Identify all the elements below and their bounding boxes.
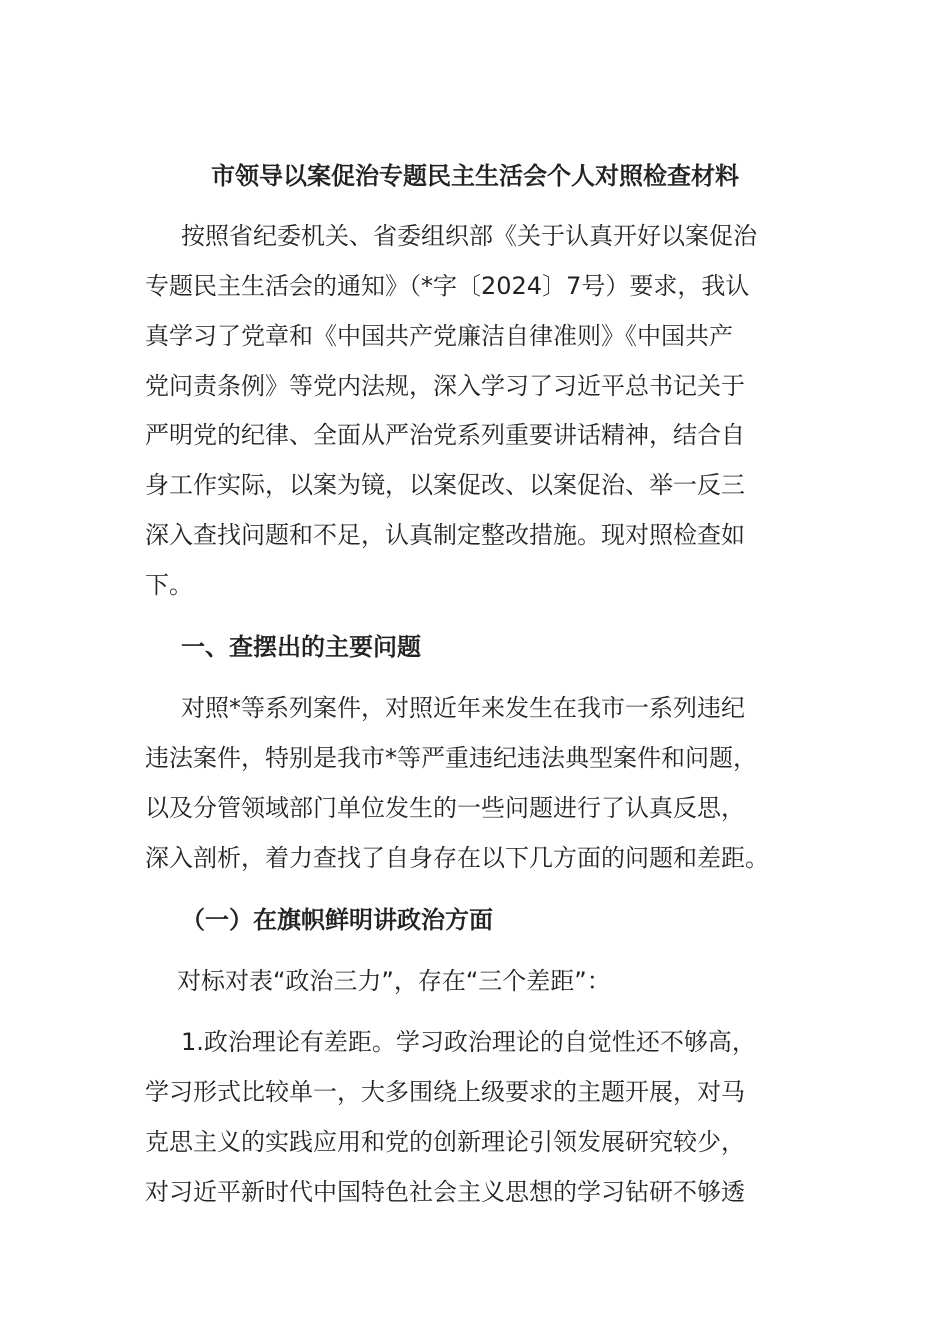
intro-line-3: 真学习了党章和《中国共产党廉洁自律准则》《中国共产 (145, 322, 733, 350)
intro-line-7: 深入查找问题和不足，认真制定整改措施。现对照检查如 (145, 521, 745, 549)
section1-line-1: 对照*等系列案件，对照近年来发生在我市一系列违纪 (181, 694, 745, 722)
intro-line-2: 专题民主生活会的通知》（*字〔2024〕7号）要求，我认 (145, 272, 750, 300)
intro-line-6: 身工作实际，以案为镜，以案促改、以案促治、举一反三 (145, 471, 745, 499)
section-heading-main-problems: 一、查摆出的主要问题 (181, 633, 421, 661)
section1-line-4: 深入剖析，着力查找了自身存在以下几方面的问题和差距。 (145, 844, 769, 872)
document-title: 市领导以案促治专题民主生活会个人对照检查材料 (211, 162, 739, 190)
intro-line-5: 严明党的纪律、全面从严治党系列重要讲话精神，结合自 (145, 421, 745, 449)
intro-line-8: 下。 (145, 571, 193, 599)
subsection-intro: 对标对表“政治三力”，存在“三个差距”： (177, 967, 611, 995)
subsection-heading-politics: （一）在旗帜鲜明讲政治方面 (181, 906, 493, 934)
section1-line-3: 以及分管领域部门单位发生的一些问题进行了认真反思， (145, 794, 745, 822)
point1-line-4: 对习近平新时代中国特色社会主义思想的学习钻研不够透 (145, 1178, 745, 1206)
section1-line-2: 违法案件，特别是我市*等严重违纪违法典型案件和问题， (145, 744, 757, 772)
intro-line-4: 党问责条例》等党内法规，深入学习了习近平总书记关于 (145, 372, 745, 400)
point1-line-3: 克思主义的实践应用和党的创新理论引领发展研究较少， (145, 1128, 745, 1156)
intro-line-1: 按照省纪委机关、省委组织部《关于认真开好以案促治 (181, 222, 757, 250)
point1-line-2: 学习形式比较单一，大多围绕上级要求的主题开展，对马 (145, 1078, 745, 1106)
point1-line-1: 1.政治理论有差距。学习政治理论的自觉性还不够高， (181, 1028, 756, 1056)
